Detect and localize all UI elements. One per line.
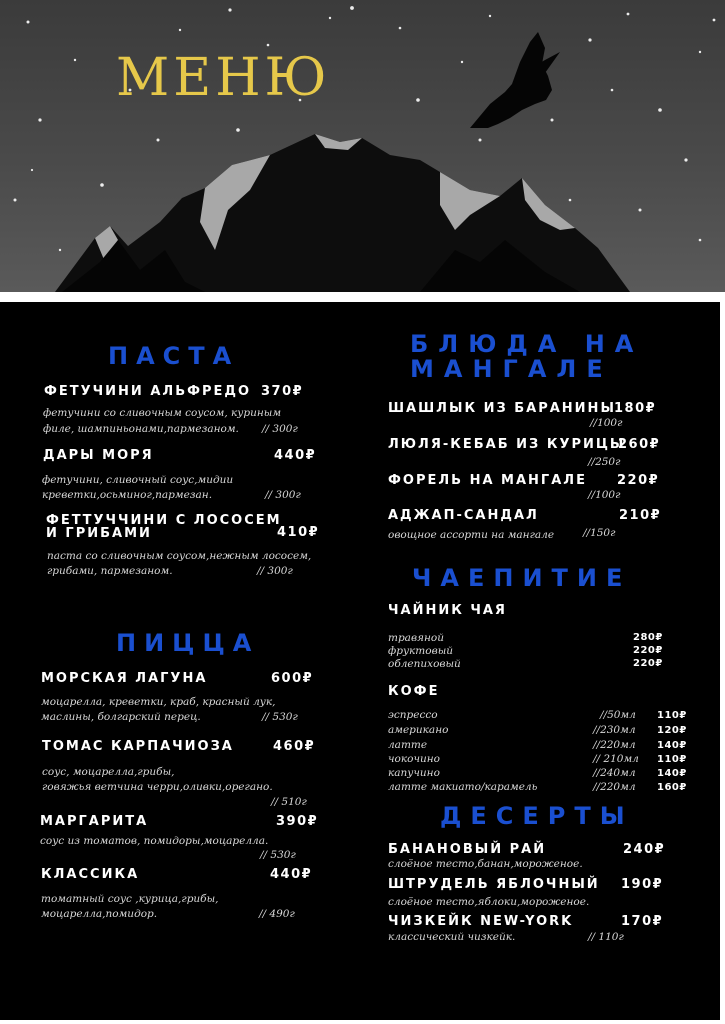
tea-name: фруктовый (388, 645, 454, 657)
coffee-volume: //240мл (593, 767, 636, 779)
dish-price: 260₽ (618, 437, 661, 452)
dish-price: 460₽ (273, 739, 316, 754)
coffee-volume: // 210мл (593, 753, 639, 765)
dish-description: моцарелла,помидор. (41, 908, 158, 920)
dish-description: классический чизкейк. (388, 931, 516, 943)
dish-price: 240₽ (623, 842, 666, 857)
coffee-volume: //220мл (593, 739, 636, 751)
coffee-price: 160₽ (657, 782, 687, 793)
coffee-name: латте макиато/карамель (388, 781, 538, 793)
coffee-price: 140₽ (657, 740, 687, 751)
dish-weight: //250г (588, 456, 621, 468)
dish-name: КЛАССИКА (41, 867, 140, 882)
dish-description: слоёное тесто,яблоки,мороженое. (388, 896, 590, 908)
menu-title: МЕНЮ (116, 48, 331, 108)
dish-weight: // 530г (260, 849, 296, 861)
tea-name: облепиховый (388, 658, 461, 670)
coffee-price: 120₽ (657, 725, 687, 736)
tea-price: 220₽ (633, 645, 663, 656)
eagle-icon (470, 32, 560, 128)
dish-name: И ГРИБАМИ (46, 526, 152, 541)
dish-description: фетучини, сливочный соус,мидии (42, 474, 234, 486)
dish-name: МОРСКАЯ ЛАГУНА (41, 671, 208, 686)
dish-weight: // 510г (271, 796, 307, 808)
dish-description: маслины, болгарский перец. (41, 711, 201, 723)
coffee-name: капучино (388, 767, 440, 779)
coffee-name: латте (388, 739, 428, 751)
tea-price: 220₽ (633, 658, 663, 669)
dish-price: 180₽ (614, 401, 657, 416)
coffee-subtitle: КОФЕ (388, 684, 440, 699)
dish-weight: // 300г (257, 565, 293, 577)
dish-price: 170₽ (621, 914, 664, 929)
dish-description: креветки,осьминог,пармезан. (42, 489, 213, 501)
dish-price: 220₽ (617, 473, 660, 488)
dish-weight: // 110г (588, 931, 624, 943)
dish-description: паста со сливочным соусом,нежным лососем, (47, 550, 312, 562)
desserts-section-title: ДЕСЕРТЫ (440, 802, 634, 830)
dish-name: ФЕТУЧИНИ АЛЬФРЕДО (44, 384, 252, 399)
dish-name: АДЖАП-САНДАЛ (388, 508, 539, 523)
coffee-price: 110₽ (657, 754, 687, 765)
dish-description: соус, моцарелла,грибы, (42, 766, 175, 778)
dish-description: филе, шампиньонами,пармезаном. (43, 423, 239, 435)
coffee-volume: //50мл (600, 709, 636, 721)
dish-price: 190₽ (621, 877, 664, 892)
tea-price: 280₽ (633, 632, 663, 643)
header-banner (0, 0, 725, 292)
dish-price: 370₽ (261, 384, 304, 399)
pizza-section-title: ПИЦЦА (116, 629, 260, 657)
dish-price: 410₽ (277, 525, 320, 540)
dish-name: ЧИЗКЕЙК NEW-YORK (388, 914, 574, 929)
dish-description: грибами, пармезаном. (47, 565, 173, 577)
dish-description: слоёное тесто,банан,мороженое. (388, 858, 583, 870)
teapot-subtitle: ЧАЙНИК ЧАЯ (388, 603, 507, 618)
dish-description: говяжья ветчина черри,оливки,орегано. (42, 781, 273, 793)
dish-price: 600₽ (271, 671, 314, 686)
tea-name: травяной (388, 632, 445, 644)
dish-name: ТОМАС КАРПАЧИОЗА (42, 739, 234, 754)
dish-description: томатный соус ,курица,грибы, (41, 893, 219, 905)
dish-name: ШАШЛЫК ИЗ БАРАНИНЫ (388, 401, 616, 416)
dish-name: БАНАНОВЫЙ РАЙ (388, 842, 547, 857)
coffee-name: чокочино (388, 753, 440, 765)
dish-weight: //100г (588, 489, 621, 501)
dish-description: овощное ассорти на мангале (388, 529, 555, 541)
dish-name: ФОРЕЛЬ НА МАНГАЛЕ (388, 473, 587, 488)
dish-price: 440₽ (274, 448, 317, 463)
dish-weight: // 300г (265, 489, 301, 501)
coffee-volume: //220мл (593, 781, 636, 793)
tea-section-title: ЧАЕПИТИЕ (412, 564, 632, 592)
dish-name: ДАРЫ МОРЯ (43, 448, 154, 463)
grill-section-title: БЛЮДА НА (410, 330, 644, 358)
coffee-price: 110₽ (657, 710, 687, 721)
dish-name: МАРГАРИТА (40, 814, 149, 829)
coffee-price: 140₽ (657, 768, 687, 779)
coffee-name: эспрессо (388, 709, 438, 721)
dish-weight: // 530г (262, 711, 298, 723)
dish-description: моцарелла, креветки, краб, красный лук, (41, 696, 276, 708)
dish-name: ШТРУДЕЛЬ ЯБЛОЧНЫЙ (388, 877, 600, 892)
dish-description: фетучини со сливочным соусом, куриным (43, 407, 282, 419)
dish-weight: // 300г (262, 423, 298, 435)
dish-price: 390₽ (276, 814, 319, 829)
dish-description: соус из томатов, помидоры,моцарелла. (40, 835, 269, 847)
grill-section-title: МАНГАЛЕ (410, 355, 613, 383)
dish-name: ФЕТТУЧЧИНИ С ЛОСОСЕМ (46, 513, 282, 528)
dish-price: 440₽ (270, 867, 313, 882)
dish-price: 210₽ (619, 508, 662, 523)
dish-weight: // 490г (259, 908, 295, 920)
coffee-volume: //230мл (593, 724, 636, 736)
mountain-night-illustration (0, 0, 725, 292)
dish-weight: //100г (590, 417, 623, 429)
dish-weight: //150г (583, 527, 616, 539)
coffee-name: американо (388, 724, 449, 736)
pasta-section-title: ПАСТА (108, 342, 240, 370)
dish-name: ЛЮЛЯ-КЕБАБ ИЗ КУРИЦЫ (388, 437, 626, 452)
menu-panel (0, 302, 720, 1020)
